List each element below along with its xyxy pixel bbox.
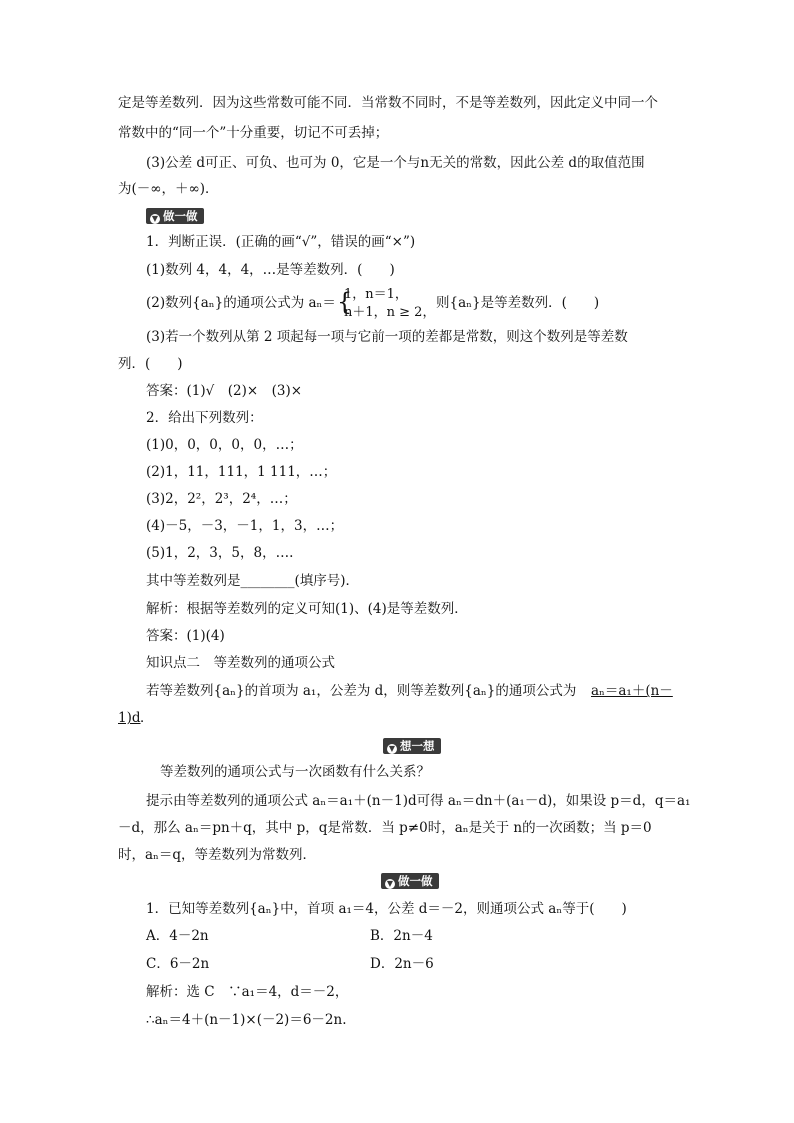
analysis-line: 解析：选 C ∵a₁＝4，d＝－2， <box>146 984 349 1000</box>
badge-marker-icon: ▼ <box>386 879 394 888</box>
fill-blank-line: 其中等差数列是________(填序号)． <box>146 573 360 589</box>
option-c: C．6－2n <box>146 956 210 972</box>
knowledge-heading: 知识点二 等差数列的通项公式 <box>146 655 335 671</box>
sequence-item: (4)－5，－3，－1，1，3，…； <box>146 518 344 534</box>
piecewise-case-2: n＋1，n ≥ 2， <box>344 305 436 320</box>
hint-line: 时，aₙ＝q，等差数列为常数列． <box>118 847 317 863</box>
section-badge-do: ▼ 做一做 <box>146 208 204 224</box>
section-badge-think: ▼ 想一想 <box>383 738 441 754</box>
text-line: 常数中的“同一个”十分重要，切记不可丢掉； <box>118 125 389 141</box>
question-title: 1．已知等差数列{aₙ}中，首项 a₁＝4，公差 d＝－2，则通项公式 aₙ等于( ) <box>146 901 627 917</box>
answer-line: 答案：(1)√ (2)× (3)× <box>146 383 303 399</box>
hint-line: 提示由等差数列的通项公式 aₙ＝a₁＋(n－1)d可得 aₙ＝dn＋(a₁－d)，如果设 p＝d，q＝a₁ <box>146 793 691 809</box>
question-item: (3)若一个数列从第 2 项起每一项与它前一项的差都是常数，则这个数列是等差数 <box>146 329 628 345</box>
text-line: 定是等差数列．因为这些常数可能不同．当常数不同时，不是等差数列，因此定义中同一个 <box>118 95 658 111</box>
answer-line: 答案：(1)(4) <box>146 628 225 644</box>
sequence-item: (2)1，11，111，1 111，…； <box>146 464 337 480</box>
sequence-item: (5)1，2，3，5，8，…. <box>146 545 294 561</box>
analysis-line: 解析：根据等差数列的定义可知(1)、(4)是等差数列． <box>146 601 468 617</box>
hint-line: －d，那么 aₙ＝pn＋q，其中 p，q是常数．当 p≠0时，aₙ是关于 n的一次函数；当 p＝0 <box>118 820 652 836</box>
definition-line: 若等差数列{aₙ}的首项为 a₁，公差为 d，则等差数列{aₙ}的通项公式为 <box>146 683 577 699</box>
sequence-item: (1)0，0，0，0，0，…； <box>146 437 303 453</box>
section-badge-do: ▼ 做一做 <box>381 873 439 889</box>
sequence-item: (3)2，2²，2³，2⁴，…； <box>146 491 297 507</box>
piecewise-case-1: 1，n＝1， <box>344 287 408 302</box>
formula-underlined: aₙ＝a₁＋(n－ <box>591 683 673 699</box>
left-brace: { <box>337 288 353 316</box>
question-item: 则{aₙ}是等差数列．( ) <box>436 295 600 311</box>
badge-marker-icon: ▼ <box>388 744 396 753</box>
period: ． <box>140 710 154 726</box>
question-item: 列．( ) <box>118 356 183 372</box>
analysis-line: ∴aₙ＝4＋(n－1)×(－2)＝6－2n. <box>146 1012 347 1028</box>
text-line: 为(－∞，＋∞)． <box>118 181 219 197</box>
option-d: D．2n－6 <box>370 956 434 972</box>
formula-underlined: 1)d <box>118 710 141 726</box>
question-title: 1．判断正误．(正确的画“√”，错误的画“×”) <box>146 234 416 250</box>
think-question: 等差数列的通项公式与一次函数有什么关系？ <box>160 764 430 780</box>
question-title: 2．给出下列数列： <box>146 410 263 426</box>
option-b: B．2n－4 <box>370 928 433 944</box>
question-item: (1)数列 4，4，4，…是等差数列．( ) <box>146 262 395 278</box>
option-a: A．4－2n <box>146 928 209 944</box>
badge-marker-icon: ▼ <box>151 214 159 223</box>
text-line: (3)公差 d可正、可负、也可为 0，它是一个与n无关的常数，因此公差 d的取值范围 <box>146 155 645 171</box>
question-item: (2)数列{aₙ}的通项公式为 aₙ＝ <box>146 295 336 311</box>
